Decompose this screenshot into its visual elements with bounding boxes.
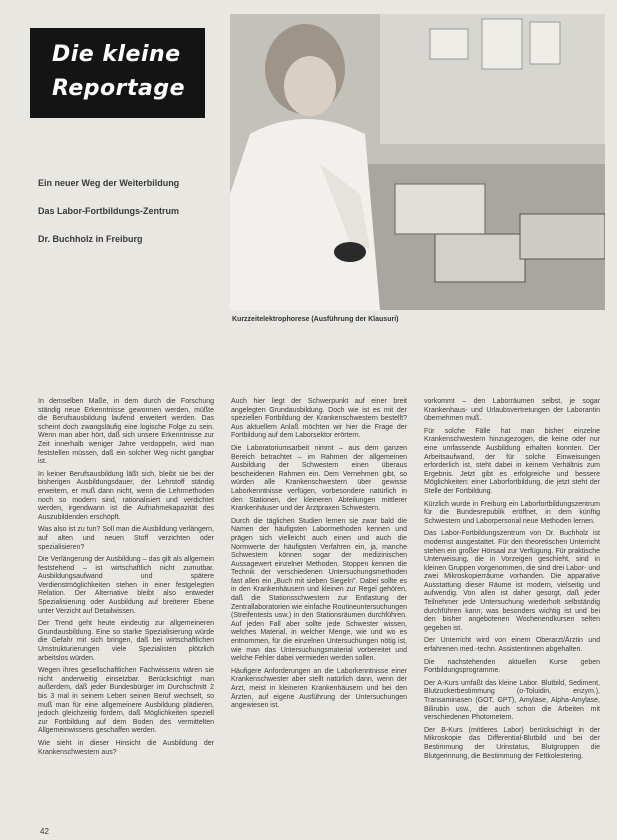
paragraph: Wegen ihres gesellschaftlichen Fachwissens wären sie nicht anderweitig einsetzbar. Berücksichtigt man außerdem, daß jeder Bundesbürger im Durchschnitt 2 bis 3 mal in seinem Leben seinen Beruf wechselt, so muß man für eine allgemeinere Ausbildung plädieren, jedoch gleichzeitig fordern, daß Möglichkeiten speziell zur Fortbildung auf dem Boden des vermittelten Allgemeinwissens geschaffen werden. [38, 667, 214, 735]
paragraph: vorkommt – den Laborräumen selbst, je sogar Krankenhaus- und Urlaubsvertretungen der Laborantin übernehmen muß. [424, 398, 600, 423]
lab-photo [230, 14, 605, 310]
paragraph: Häufigere Anforderungen an die Laborkenntnisse einer Krankenschwester aber stellt natürlich dann, wenn der Arzt, meist in kleineren Krankenhäusern und bei den Ärzten, auf eigene Ausführung der Untersuchungen angewiesen ist. [231, 667, 407, 710]
paragraph: Der Trend geht heute eindeutig zur allgemeineren Grundausbildung. Eine so starke Spezialisierung würde die Gefahr mit sich bringen, daß bei wirtschaftlichen Umstrukturierungen viele Spezialisten plötzlich arbeitslos würden. [38, 620, 214, 662]
paragraph: Wie sieht in dieser Hinsicht die Ausbildung der Krankenschwestern aus? [38, 739, 214, 756]
text-column-right [424, 398, 600, 765]
page-number: 42 [40, 827, 49, 836]
paragraph: Die nachstehenden aktuellen Kurse geben Fortbildungsprogramme. [424, 658, 600, 675]
text-column-left [38, 398, 214, 761]
title-line-2: Reportage [52, 76, 186, 101]
paragraph: Die Verlängerung der Ausbildung – das gilt als allgemein feststehend – ist wirtschaftlich nicht zumutbar. Ausbildungsaufwand und spätere Verdienstmöglichkeiten stehen in einer festgelegten Relation. Der Alternative bleibt also entweder Spezialisierung oder Ausbildung auf breiterer Ebene unter Verzicht auf Detailwissen. [38, 556, 214, 615]
subhead-2: Das Labor-Fortbildungs-Zentrum [38, 206, 179, 216]
subhead-3: Dr. Buchholz in Freiburg [38, 234, 143, 244]
paragraph: Der A-Kurs umfaßt das kleine Labor. Blutbild, Sediment, Blutzuckerbestimmung (o-Toluidin, enzym.), Transaminasen (GOT, GPT), Amylase, Alpha-Amylase, Bilirubin usw., die auch schon die Arbeiten mit verschiedenen Photometern. [424, 679, 600, 722]
title-box [30, 28, 205, 118]
paragraph: Auch hier liegt der Schwerpunkt auf einer breit angelegten Grundausbildung. Doch wie ist es mit der speziellen Fortbildung der Krankenschwestern bestellt? Aus aktuellem Anlaß möchten wir hier die Frage der Fortbildung auf dem Laborsektor erörtern. [231, 398, 407, 440]
subhead-1: Ein neuer Weg der Weiterbildung [38, 178, 180, 188]
text-column-middle [231, 398, 407, 715]
photo-caption: Kurzzeitelektrophorese (Ausführung der Klausuri) [232, 316, 399, 323]
paragraph: Kürzlich wurde in Freiburg ein Laborfortbildungszentrum für die Bundesrepublik eröffnet, in dem künftig Schwestern und Laborpersonal neue Methoden lernen. [424, 500, 600, 525]
paragraph: Durch die täglichen Studien lernen sie zwar bald die Namen der häufigsten Labormethoden kennen und prägen sich vielleicht auch einen und auch die Normwerte der häufigsten Verfahren ein, ja, manche Schwestern können sogar der medizinischen Aussagewert einzelner Methoden. Stoppen kennen die Technik der verschiedenen Untersuchungsmethoden fast allen ein „Buch mit sieben Siegeln". Dabei sollte es in den Krankenhäusern und kleinen zur Regel gehören, daß die Stationsschwestern zur Entlastung der Zentrallaboratorien wie einfache Routineuntersuchungen (Streifentests usw.) in den Stationsräumen durchführen. Auf jeden Fall aber sollte jede Schwester wissen, welches Material, in welcher Menge, wie und wo es entnommen, für die einzelnen Untersuchungen nötig ist, wie man das Untersuchungsmaterial vorbereitet und welche Fehler dabei vermieden werden sollen. [231, 517, 407, 663]
paragraph: Die Laboratoriumsarbeit nimmt – aus dem ganzen Bereich betrachtet – im Rahmen der allgemeinen Ausbildung der Schwestern einen überaus bescheidenen Rahmen ein. Dem Vernehmen gibt, so würden alle Krankenschwestern über gewisse Laborkenntnisse verfügen, vorbesondere natürlich in den Stationen, der kleineren Abteilungen mittlerer Krankenhäuser und der Arztpraxen Schwestern. [231, 444, 407, 513]
paragraph: Der Unterricht wird von einem Oberarzt/Ärztin und erfahrenen med.-techn. Assistentinnen abgehalten. [424, 637, 600, 654]
title-line-1: Die kleine [52, 42, 181, 67]
paragraph: In demselben Maße, in dem durch die Forschung ständig neue Erkenntnisse gewonnen werden, müßte die Berufsausbildung laufend erweitert werden. Das scheint doch zwangsläufig eine logische Folge zu sein. Wenn man aber hört, daß sich unsere Erkenntnisse zur Zeit innerhalb weniger Jahre verdoppeln, wird man feststellen müssen, daß ein solcher Weg nicht gangbar ist. [38, 398, 214, 466]
paragraph: Was also ist zu tun? Soll man die Ausbildung verlängern, auf alten und neuen Stoff verzichten oder spezialisieren? [38, 526, 215, 551]
paragraph: Der B-Kurs (mittleres Labor) berücksichtigt in der Mikroskopie das Differential-Blutbild und bei der Bestimmung der Urinstatus, Blutgruppen die Blutgerinnung, die Bestimmung der Fettkolestering. [424, 726, 600, 760]
lab-photo-drawing [230, 14, 605, 310]
paragraph: In keiner Berufsausbildung läßt sich, bleibt sie bei der bisherigen Ausbildungsdauer, der Lehrstoff ständig erweitern, er muß dann nicht, wenn die Lehrmethoden noch so modern sind, rationalisiert und verdichtet werden, irgendwann ist die Aufnahmekapazität des Auszubildenden erschöpft. [38, 470, 214, 521]
paragraph: Das Labor-Fortbildungszentrum von Dr. Buchholz ist modernst ausgestattet. Für den theoretischen Unterricht stehen ein großer Hörsaal zur Verfügung. Für praktische Unterweisung, die in Vorzeigen geschieht, sind in kleinen Gruppen vorgenommen, die sind drei Labor- und zwei Mikroskopierräume vorhanden. Die apparative Ausstattung dieser Räume ist modern, vielseitig und aufwendig. Von allen ist daher gesorgt, daß jeder Teilnehmer jede Untersuchung wiederholt selbständig durchführen kann; was besonders wichtig ist und bei den bisher angebotenen Wochenendkursen selten gegeben ist. [424, 530, 600, 632]
paragraph: Für solche Fälle hat man bisher einzelne Krankenschwestern hinzugezogen, die keine oder nur eine umfassende Ausbildung erhalten konnten. Der Arbeitsaufwand, der für solche Einweisungen erforderlich ist, steht dabei in keinem Verhältnis zum Ergebnis. Jetzt gibt es erfolgreiche und bessere Möglichkeiten: einer Laborfortbildung, die jetzt steht der Stelle der Fortbildung. [424, 427, 600, 495]
